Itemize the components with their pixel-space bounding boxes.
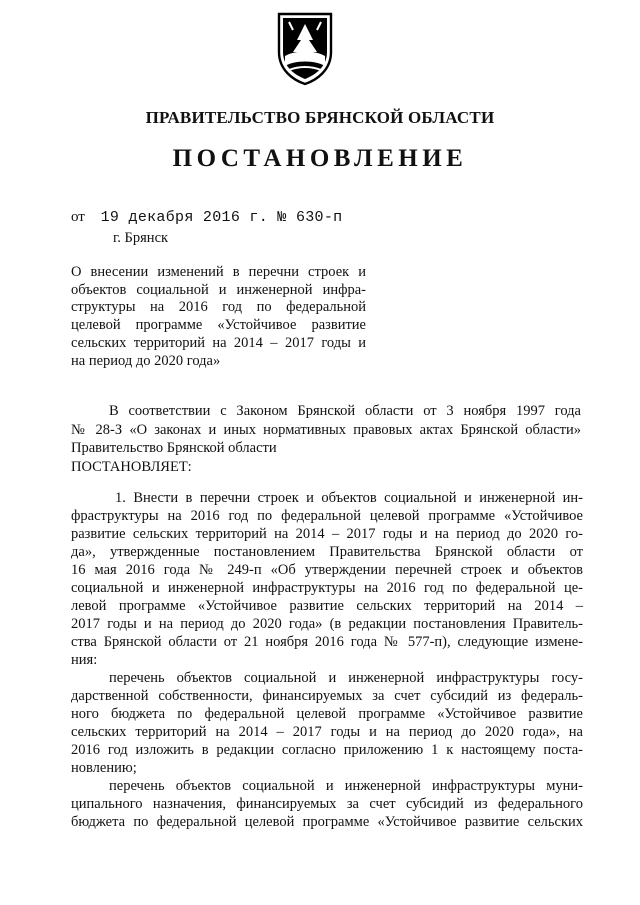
intro-block [71,402,581,476]
body-line: да», утвержденные постановлением Правительства Брянской области от [71,544,583,560]
date-prefix: от [71,209,85,225]
subject-line: О внесении изменений в перечни строек и [71,264,366,280]
subject-line: целевой программе «Устойчивое развитие [71,317,366,334]
body-line: развитие сельских территорий на 2014 – 2017 годы и на период до 2020 го- [71,526,583,542]
subject-block [71,264,366,370]
body-line: 2016 год изложить в редакции согласно приложению 1 к настоящему поста- [71,742,583,758]
organization-title: ПРАВИТЕЛЬСТВО БРЯНСКОЙ ОБЛАСТИ [145,108,495,127]
body-line: фраструктуры на 2016 год по федеральной целевой программе «Устойчивое [71,508,583,524]
body-line: ния: [71,652,98,668]
body-line: перечень объектов социальной и инженерной инфраструктуры госу- [109,670,583,686]
decree-keyword: ПОСТАНОВЛЯЕТ: [71,458,192,475]
intro-line: Правительство Брянской области [71,440,277,456]
body-line: 1. Внести в перечни строек и объектов социальной и инженерной ин- [115,490,583,506]
subject-line: объектов социальной и инженерной инфра- [71,281,366,298]
bryansk-coat-of-arms-icon [275,10,335,86]
date-line [71,209,342,226]
intro-line: № 28-З «О законах и иных нормативных правовых актах Брянской области» [71,421,581,438]
body-line: ства Брянской области от 21 ноября 2016 года № 577-п), следующие измене- [71,634,583,650]
body-line: перечень объектов социальной и инженерной инфраструктуры муни- [109,778,583,794]
body-line: левой программе «Устойчивое развитие сельских территорий на 2014 – [71,598,583,614]
intro-line: В соответствии с Законом Брянской области от 3 ноября 1997 года [109,403,581,419]
body-line: дарственной собственности, финансируемых за счет субсидий из федераль- [71,688,583,704]
subject-line: на период до 2020 года» [71,352,221,369]
body-line: 2017 годы и на период до 2020 года» (в редакции постановления Правитель- [71,616,583,632]
body-line: бюджета по федеральной целевой программе «Устойчивое развитие сельских [71,814,583,830]
body-line: новлению; [71,760,137,776]
subject-line: сельских территорий на 2014 – 2017 годы и [71,334,366,351]
body-line: ного бюджета по федеральной целевой программе «Устойчивое развитие [71,706,583,722]
body-line: ципального назначения, финансируемых за счет субсидий из федерального [71,796,583,812]
date-stamp: 19 декабря 2016 г. № 630-п [100,209,343,226]
body-line: социальной и инженерной инфраструктуры на 2016 год по федеральной це- [71,580,583,596]
document-type-title: ПОСТАНОВЛЕНИЕ [172,145,468,172]
body-line: сельских территорий на 2014 – 2017 годы и на период до 2020 года», на [71,724,583,740]
city: г. Брянск [113,230,169,246]
body-text [71,489,583,831]
body-line: 16 мая 2016 года № 249-п «Об утверждении перечней строек и объектов [71,562,583,578]
subject-line: структуры на 2016 год по федеральной [71,299,366,316]
